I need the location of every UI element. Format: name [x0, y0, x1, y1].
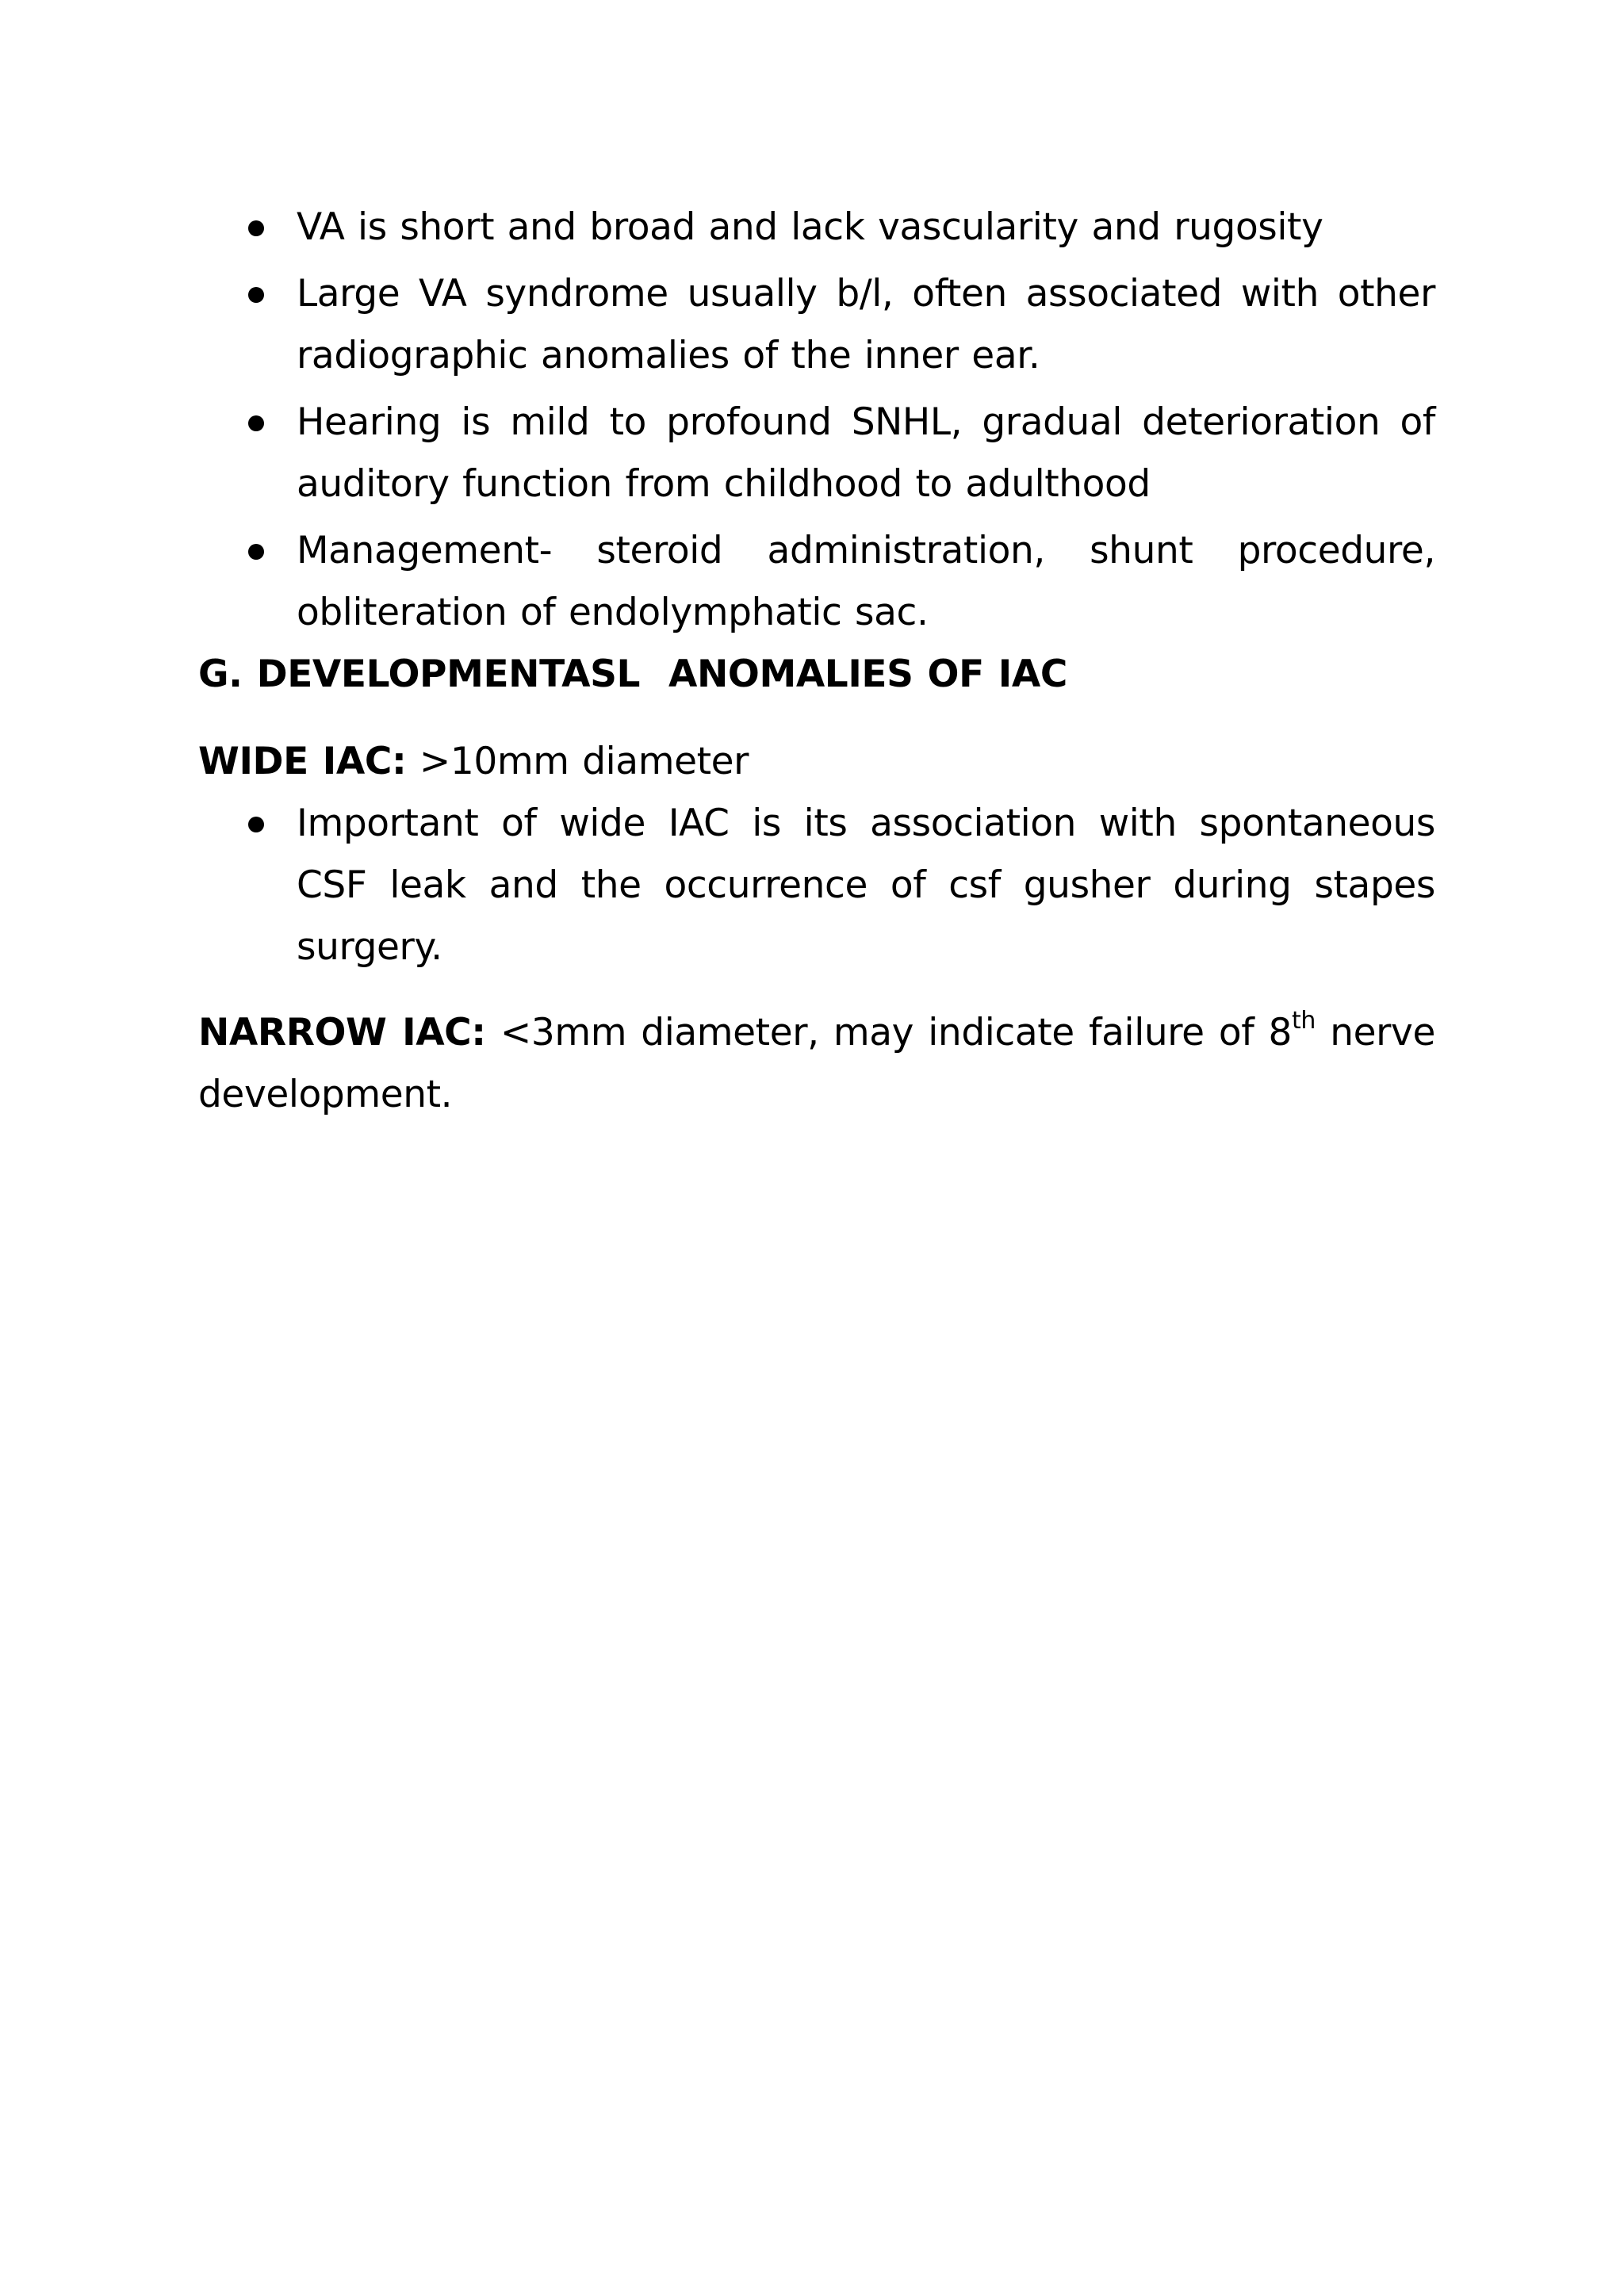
wide-iac-label: WIDE IAC:: [198, 740, 407, 783]
bullet-icon: [248, 220, 264, 236]
list-item: [198, 263, 1435, 387]
list-item-text: Management- steroid administration, shunt procedure, obliteration of endolymphatic sac.: [297, 529, 1435, 634]
narrow-iac-paragraph: [198, 1002, 1435, 1126]
list-item: [198, 793, 1435, 978]
top-bullet-list: [198, 197, 1435, 644]
narrow-iac-label: NARROW IAC:: [198, 1011, 486, 1054]
bullet-icon: [248, 544, 264, 560]
list-item-text: Large VA syndrome usually b/l, often associated with other radiographic anomalies of the inner ear.: [297, 272, 1435, 377]
wide-iac-bullet-list: [198, 793, 1435, 978]
bullet-icon: [248, 287, 264, 303]
bullet-icon: [248, 415, 264, 431]
section-heading: G. DEVELOPMENTASL ANOMALIES OF IAC: [198, 652, 1067, 696]
bullet-icon: [248, 817, 264, 832]
wide-iac-text: >10mm diameter: [406, 740, 749, 783]
list-item: [198, 520, 1435, 644]
list-item: [198, 392, 1435, 515]
document-page: [198, 197, 1435, 1126]
wide-iac-paragraph: [198, 731, 1435, 793]
list-item-text: Important of wide IAC is its association with spontaneous CSF leak and the occurrence of csf gusher during stapes surgery.: [297, 802, 1435, 969]
list-item: [198, 197, 1435, 258]
list-item-text: VA is short and broad and lack vascularity and rugosity: [297, 205, 1323, 249]
list-item-text: Hearing is mild to profound SNHL, gradual deterioration of auditory function from childhood to adulthood: [297, 400, 1435, 506]
narrow-iac-text-end: nerve development.: [198, 1011, 1435, 1116]
ordinal-superscript: th: [1292, 1007, 1316, 1035]
narrow-iac-text: <3mm diameter, may indicate failure of 8: [485, 1011, 1293, 1054]
